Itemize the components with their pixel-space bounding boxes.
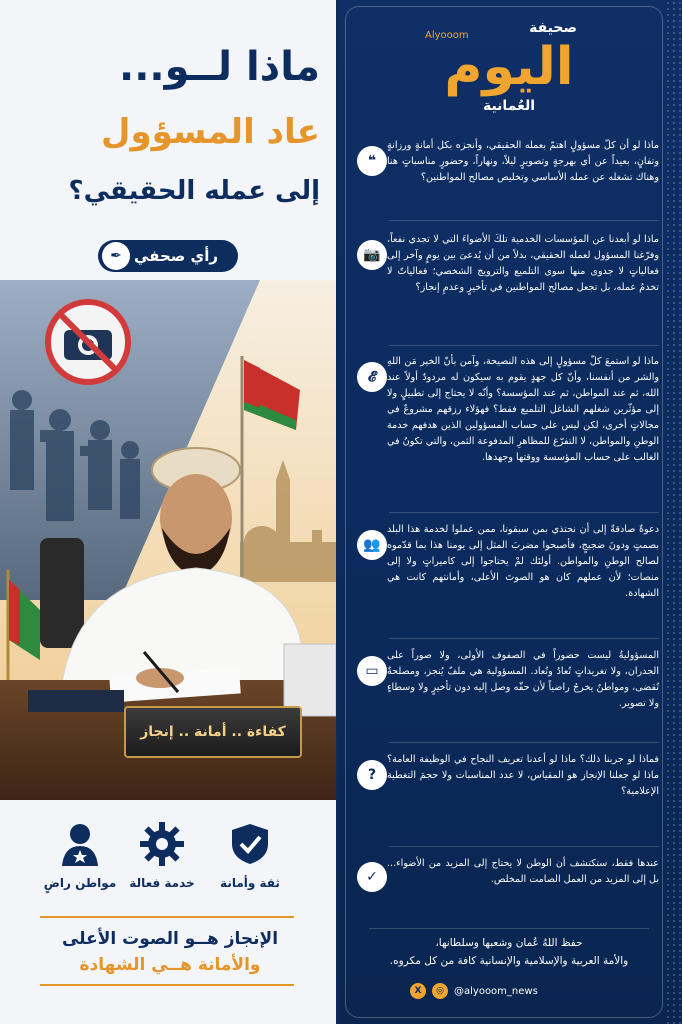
check-icon: ✓ <box>357 862 387 892</box>
section-5-text: المسؤوليةُ ليست حضوراً في الصفوف الأولى، ولا صوراً على الجدران، ولا تغريداتٍ تُعادُ وتُعاد. المسؤولية هي ملفٌ يُنجز، ومصلحةٌ تُقضى، ومواطنٌ يخرجُ راضياً لأن حقّه وصل إليه دون تأخيرٍ ولا وسطاءٍ ولا تصوير. <box>387 650 659 709</box>
feature-citizen-label: مواطن راضٍ <box>43 876 117 890</box>
closing-line-2: والأمة العربية والإسلامية والإنسانية كافة من كل مكروه. <box>389 955 629 967</box>
question-icon: ? <box>357 760 387 790</box>
title-line-3: إلى عمله الحقيقي؟ <box>68 176 320 206</box>
feature-citizen <box>30 820 130 891</box>
closing-line-1: حفظ اللهُ عُمان وشعبها وسلطانها، <box>435 937 583 949</box>
separator <box>389 846 659 847</box>
section-2 <box>349 232 659 296</box>
citizen-icon <box>56 820 104 868</box>
separator <box>389 512 659 513</box>
logo-brand-name: اليوم <box>444 37 574 97</box>
social-handle[interactable]: @alyooom_news <box>454 985 538 997</box>
section-4-text: دعوةٌ صادقةٌ إلى أن نحتذي بمن سبقونا، ممن عملوا لخدمة هذا البلد بصمتٍ ودونَ ضجيجٍ، فأصبحوا مضربَ المثل إلى يومنا هذا بما قدّموه لصالح الوطنِ والمواطن. أولئك لمْ يحتاجوا إلى كاميراتٍ ولا إلى منصات؛ لأن عملهم كان هو الصوتَ الأعلى، وأمانتهم كانت هي الشهادة. <box>387 524 659 599</box>
instagram-icon[interactable]: ◎ <box>432 983 448 999</box>
section-4 <box>349 522 659 602</box>
people-icon: 👥 <box>357 530 387 560</box>
social-handles <box>410 982 538 1000</box>
opinion-badge <box>98 240 238 272</box>
feature-trust-label: ثقة وأمانة <box>220 876 280 890</box>
section-3 <box>349 354 659 466</box>
section-1-text: ماذا لو أن كلّ مسؤولٍ اهتمّ بعمله الحقيقي، وأنجزه بكل أمانةٍ ورزانةٍ وتفانٍ، بعيداً عن أي بهرجةٍ وتصويرٍ ليلاً، ونهاراً، وحضورٍ مناسباتٍ هنا وهناك تشغله عن عمله الأساسي وتخليص مصالح المواطنين؟ <box>387 140 659 183</box>
no-camera-icon <box>48 302 128 382</box>
slogan-line-1: الإنجاز هــو الصوت الأعلى <box>61 929 279 949</box>
section-1 <box>349 138 659 186</box>
ear-icon: 𝓔 <box>357 362 387 392</box>
divider-top <box>40 916 294 918</box>
quote-icon: ❝ <box>357 146 387 176</box>
separator <box>389 345 659 346</box>
feature-trust <box>200 820 300 891</box>
slogan-line-2: والأمانة هــي الشهادة <box>79 955 261 975</box>
section-7 <box>349 856 659 888</box>
feature-service-label: خدمة فعالة <box>129 876 195 890</box>
separator <box>389 220 659 221</box>
slogan <box>20 926 320 978</box>
divider-bottom <box>40 984 294 986</box>
logo-newspaper-word: صحيفة <box>529 20 577 36</box>
separator <box>389 638 659 639</box>
gear-icon <box>138 820 186 868</box>
logo-omani: العُمانية <box>482 98 536 114</box>
title-line-2: عاد المسؤول <box>100 112 320 152</box>
closing-prayer <box>359 934 659 970</box>
right-panel <box>336 0 682 1024</box>
section-5 <box>349 648 659 712</box>
newspaper-logo <box>419 18 599 128</box>
shield-check-icon <box>226 820 274 868</box>
section-6-text: فماذا لو جربنا ذلك؟ ماذا لو أعدنا تعريف النجاح في الوظيفة العامة؟ ماذا لو جعلنا الإنجاز هو المقياس، لا عدد المناسبات ولا حجمَ التغطية الإعلامية؟ <box>387 754 659 797</box>
folder-icon: ▭ <box>357 656 387 686</box>
title-line-1: ماذا لــو... <box>119 44 320 90</box>
logo-latin-brand: Alyooom <box>425 30 469 41</box>
opinion-label: رأي صحفي <box>133 247 218 265</box>
section-3-text: ماذا لو استمعَ كلّ مسؤولٍ إلى هذه النصيحة، وآمن بأنّ الخير مَن اللهِ والشر من أنفسنا، وأنّ كل جهدٍ يقوم به سيكون له مردودٌ أولاً عند الله، ثم عند المواطن، ثم عند المؤسسة؟ وأنّه لا يحتاج إلى تطبيلٍ ولا إلى مؤثّرين شغلهم الشاغل التلميع فقط؟ فهؤلاء رزقهم مشروعٌ في مجالاتٍ أخرى، لكن ليس على حساب المسؤولين الذين هدفهم خدمة الوطنِ والمواطن، لا التفرّغ للمظاهرِ المدفوعة الثمن، والتي تكونُ في الغالب على حساب المؤسسة ووقتها وجهدها. <box>387 356 659 463</box>
left-panel <box>0 0 336 1024</box>
section-2-text: ماذا لو أبعدنا عن المؤسسات الخدمية تلكَ الأضواءَ التي لا تجدي نفعاً، وفرّغنا المسؤول لعمله الحقيقي، بدلاً من أن يُدعىَ بين يومٍ وآخر إلى فعالياتٍ لا جدوى منها سوى التلميع والترويج الشخصي؛ فعالياتٌ لا تخدمُ عمله، بل تجعل مصالح المواطنين في تأخيرٍ وعدمِ إنجاز؟ <box>387 234 659 293</box>
separator <box>369 928 649 929</box>
x-icon[interactable]: X <box>410 983 426 999</box>
section-6 <box>349 752 659 800</box>
dot-pattern <box>665 0 682 1024</box>
camera-icon: 📷 <box>357 240 387 270</box>
section-7-text: عندها فقط، ستكتشف أن الوطن لا يحتاج إلى المزيد من الأضواء... بل إلى المزيد من العمل الصامت المخلص. <box>387 858 659 885</box>
desk-nameplate: كفاءة .. أمانة .. إنجاز <box>124 706 302 758</box>
separator <box>389 742 659 743</box>
pen-nib-icon: ✒ <box>102 242 130 270</box>
